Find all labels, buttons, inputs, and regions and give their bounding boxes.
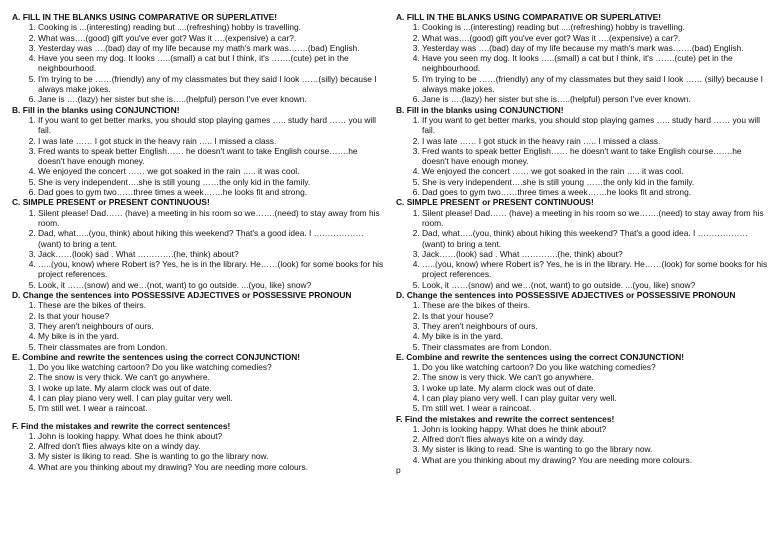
exercise-item: 3. I woke up late. My alarm clock was out of date. [422, 383, 768, 393]
exercise-item: 5. I'm still wet. I wear a raincoat. [422, 403, 768, 413]
exercise-item: 1. Cooking is ...(interesting) reading but ....(refreshing) hobby is travelling. [38, 22, 384, 32]
exercise-item: 1. If you want to get better marks, you should stop playing games ….. study hard …… you will fail. [422, 115, 768, 136]
exercise-section [12, 105, 384, 198]
exercise-item: 1. Do you like watching cartoon? Do you like watching comedies? [422, 362, 768, 372]
exercise-item: 1. Silent please! Dad…… (have) a meeting in his room so we…….(need) to stay away from his room. [422, 208, 768, 229]
section-heading: A. FILL IN THE BLANKS USING COMPARATIVE OR SUPERLATIVE! [12, 12, 278, 22]
section-heading: B. Fill in the blanks using CONJUNCTION! [396, 104, 564, 115]
exercise-item: 4. Have you seen my dog. It looks …..(small) a cat but I think, it's …….(cute) pet in the neighbourhood. [422, 53, 768, 74]
exercise-item: 1. Silent please! Dad…… (have) a meeting in his room so we…….(need) to stay away from his room. [38, 208, 384, 229]
exercise-list [12, 431, 384, 472]
exercise-item: 6. Dad goes to gym two……three times a week…….he looks fit and strong. [422, 187, 768, 197]
exercise-item: 1. If you want to get better marks, you should stop playing games ….. study hard …… you will fail. [38, 115, 384, 136]
exercise-item: 3. They aren't neighbours of ours. [38, 321, 384, 331]
exercise-item: 3. Yesterday was ….(bad) day of my life because my math's mark was…….(bad) English. [422, 43, 768, 53]
section-heading: E. Combine and rewrite the sentences using the correct CONJUNCTION! [12, 351, 301, 362]
exercise-section [396, 105, 768, 198]
exercise-item: 2. I was late …… I got stuck in the heavy rain ….. I missed a class. [38, 136, 384, 146]
exercise-item: 4. What are you thinking about my drawing? You are needing more colours. [422, 455, 768, 465]
exercise-item: 2. What was….(good) gift you've ever got? Was it ….(expensive) a car?. [422, 33, 768, 43]
exercise-item: 1. Cooking is ...(interesting) reading but ....(refreshing) hobby is travelling. [422, 22, 768, 32]
exercise-item: 6. Dad goes to gym two……three times a week…….he looks fit and strong. [38, 187, 384, 197]
exercise-item: 6. Jane is ….(lazy) her sister but she is…..(helpful) person I've ever known. [38, 94, 384, 104]
exercise-item: 1. Do you like watching cartoon? Do you like watching comedies? [38, 362, 384, 372]
exercise-item: 2. Dad, what…..(you, think) about hiking this weekend? That's a good idea. I ………………(want) to bring a tent. [38, 228, 384, 249]
exercise-item: 4. We enjoyed the concert …… we got soaked in the rain ….. it was cool. [422, 166, 768, 176]
exercise-item: 2. Alfred don't flies always kite on a windy day. [422, 434, 768, 444]
exercise-section [396, 12, 768, 105]
exercise-list [396, 300, 768, 351]
exercise-item: 1. These are the bikes of theirs. [38, 300, 384, 310]
exercise-section [396, 352, 768, 414]
exercise-list [396, 362, 768, 413]
exercise-item: 5. Look, it ……(snow) and we…(not, want) to go outside. ...(you, like) snow? [38, 280, 384, 290]
exercise-item: 4. Have you seen my dog. It looks …..(small) a cat but I think, it's …….(cute) pet in the neighbourhood. [38, 53, 384, 74]
exercise-item: 1. These are the bikes of theirs. [422, 300, 768, 310]
exercise-list [12, 300, 384, 351]
exercise-item: 2. The snow is very thick. We can't go anywhere. [422, 372, 768, 382]
exercise-item: 2. Alfred don't flies always kite on a windy day. [38, 441, 384, 451]
exercise-item: 3. I woke up late. My alarm clock was out of date. [38, 383, 384, 393]
exercise-item: 3. My sister is liking to read. She is wanting to go the library now. [38, 451, 384, 461]
section-heading: A. FILL IN THE BLANKS USING COMPARATIVE OR SUPERLATIVE! [396, 12, 662, 22]
exercise-item: 3. Yesterday was ….(bad) day of my life because my math's mark was…….(bad) English. [38, 43, 384, 53]
worksheet-column-right [396, 12, 768, 475]
exercise-item: 6. Jane is ….(lazy) her sister but she is…..(helpful) person I've ever known. [422, 94, 768, 104]
section-heading: F. Find the mistakes and rewrite the correct sentences! [396, 413, 615, 424]
exercise-item: 2. I was late …… I got stuck in the heavy rain ….. I missed a class. [422, 136, 768, 146]
exercise-item: 4. My bike is in the yard. [422, 331, 768, 341]
exercise-list [12, 115, 384, 197]
stray-text: p [396, 465, 401, 476]
exercise-item: 5. Their classmates are from London. [422, 342, 768, 352]
exercise-item: 4. …..(you, know) where Robert is? Yes, he is in the library. He……(look) for some books for his project references. [422, 259, 768, 280]
exercise-item: 3. Jack……(look) sad . What ………….(he, think) about? [38, 249, 384, 259]
exercise-item: 5. She is very independent….she is still young ……the only kid in the family. [38, 177, 384, 187]
exercise-section [12, 352, 384, 414]
exercise-section [12, 414, 384, 472]
exercise-item: 4. My bike is in the yard. [38, 331, 384, 341]
exercise-list [396, 424, 768, 465]
exercise-section [396, 290, 768, 352]
exercise-item: 5. She is very independent….she is still young ……the only kid in the family. [422, 177, 768, 187]
exercise-item: 3. Fred wants to speak better English…… he doesn't want to take English course…….he doesn't have enough money. [422, 146, 768, 167]
worksheet-column-left [12, 12, 384, 472]
exercise-list [12, 362, 384, 413]
section-heading: B. Fill in the blanks using CONJUNCTION! [12, 104, 180, 115]
exercise-item: 4. I can play piano very well. I can play guitar very well. [422, 393, 768, 403]
exercise-item: 1. John is looking happy. What does he think about? [422, 424, 768, 434]
exercise-item: 5. Their classmates are from London. [38, 342, 384, 352]
exercise-section [12, 12, 384, 105]
exercise-item: 4. What are you thinking about my drawing? You are needing more colours. [38, 462, 384, 472]
section-heading: C. SIMPLE PRESENT or PRESENT CONTINUOUS! [12, 197, 210, 208]
exercise-item: 2. Is that your house? [38, 311, 384, 321]
exercise-item: 5. I'm trying to be ……(friendly) any of my classmates but they said I look ……(silly) because I always make jokes. [38, 74, 384, 95]
exercise-item: 5. I'm still wet. I wear a raincoat. [38, 403, 384, 413]
section-heading: C. SIMPLE PRESENT or PRESENT CONTINUOUS! [396, 197, 594, 208]
exercise-item: 3. My sister is liking to read. She is wanting to go the library now. [422, 444, 768, 454]
section-heading: F. Find the mistakes and rewrite the correct sentences! [12, 420, 231, 431]
exercise-item: 3. Jack……(look) sad . What ………….(he, think) about? [422, 249, 768, 259]
exercise-item: 3. They aren't neighbours of ours. [422, 321, 768, 331]
exercise-item: 1. John is looking happy. What does he think about? [38, 431, 384, 441]
exercise-item: 2. Is that your house? [422, 311, 768, 321]
exercise-list [12, 208, 384, 290]
exercise-list [12, 22, 384, 104]
exercise-list [396, 208, 768, 290]
exercise-item: 5. I'm trying to be ……(friendly) any of my classmates but they said I look …… (silly) because I always make jokes. [422, 74, 768, 95]
exercise-item: 4. …..(you, know) where Robert is? Yes, he is in the library. He……(look) for some books for his project references. [38, 259, 384, 280]
section-gap [12, 414, 384, 421]
exercise-item: 2. The snow is very thick. We can't go anywhere. [38, 372, 384, 382]
section-heading: D. Change the sentences into POSSESSIVE ADJECTIVES or POSSESSIVE PRONOUN [12, 290, 352, 301]
exercise-item: 3. Fred wants to speak better English…… he doesn't want to take English course…….he doesn't have enough money. [38, 146, 384, 167]
exercise-list [396, 115, 768, 197]
exercise-item: 4. I can play piano very well. I can play guitar very well. [38, 393, 384, 403]
exercise-section [396, 414, 768, 465]
exercise-item: 4. We enjoyed the concert …… we got soaked in the rain ….. it was cool. [38, 166, 384, 176]
section-heading: E. Combine and rewrite the sentences using the correct CONJUNCTION! [396, 351, 685, 362]
exercise-item: 5. Look, it ……(snow) and we…(not, want) to go outside. ...(you, like) snow? [422, 280, 768, 290]
exercise-section [12, 290, 384, 352]
exercise-list [396, 22, 768, 104]
exercise-section [396, 197, 768, 290]
exercise-item: 2. What was….(good) gift you've ever got? Was it ….(expensive) a car?. [38, 33, 384, 43]
exercise-item: 2. Dad, what…..(you, think) about hiking this weekend? That's a good idea. I ………………(want) to bring a tent. [422, 228, 768, 249]
exercise-section [12, 197, 384, 290]
section-heading: D. Change the sentences into POSSESSIVE ADJECTIVES or POSSESSIVE PRONOUN [396, 290, 736, 301]
